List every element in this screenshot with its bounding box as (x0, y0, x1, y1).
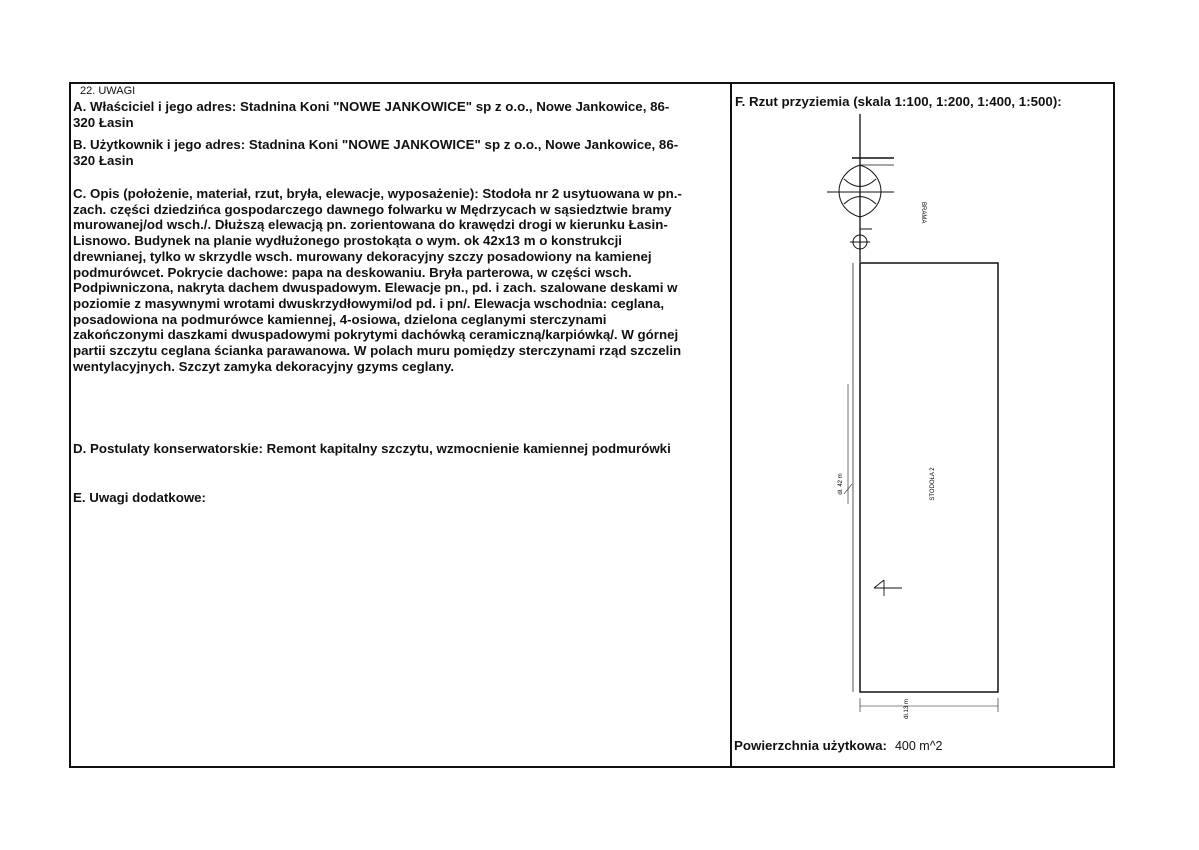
barn-outline (860, 263, 998, 692)
remarks-column (71, 84, 730, 766)
building-description: C. Opis (położenie, materiał, rzut, bryła, elewacje, wyposażenie): Stodoła nr 2 usytuowana w pn.- zach. części dziedzińca gospodarczego dawnego folwarku w Mędrzycach w sąsiedztwie bramy murowanej/od wsch./. Dłuższą elewacją pn. zorientowana do krawędzi drogi w kierunku Łasin- Lisnowo. Budynek na planie wydłużonego prostokąta o wym. ok 42x13 m o konstrukcji drewnianej, tylko w skrzydle wsch. murowany dekoracyjny szczy posadowiony na kamienej podmurówcet. Pokrycie dachowe: papa na deskowaniu. Bryła parterowa, w części wsch. Podpiwniczona, nakryta dachem dwuspadowym. Elewacje pn., pd. i zach. szalowane deskami w poziomie z masywnymi wrotami dwuskrzydłowymi/od pd. i pn/. Elewacja wschodnia: ceglana, posadowiona na podmurówce kamiennej, 4-osiowa, dzielona ceglanymi sterczynami zakończonymi daszkami dwuspadowymi pokrytymi dachówką ceramiczną/karpiówką/. W górnej partii szczytu ceglana ścianka parawanowa. W polach muru pomiędzy sterczynami rząd szczelin wentylacyjnych. Szczyt zamyka dekoracyjny gzyms ceglany. (73, 186, 682, 374)
length-dimension-label: dł. 42 m (838, 473, 844, 495)
usable-area-label: Powierzchnia użytkowa: (734, 738, 887, 753)
conservation-postulates: D. Postulaty konserwatorskie: Remont kapitalny szczytu, wzmocnienie kamiennej podmurówki (73, 441, 671, 456)
north-arrow-mark (874, 580, 902, 596)
usable-area-row (734, 738, 943, 764)
remarks-section-label: 22. UWAGI (80, 85, 136, 97)
owner-address: A. Właściciel i jego adres: Stadnina Koni "NOWE JANKOWICE" sp z o.o., Nowe Jankowice, 86- 320 Łasin (73, 99, 670, 130)
user-address: B. Użytkownik i jego adres: Stadnina Koni "NOWE JANKOWICE" sp z o.o., Nowe Jankowice, 86- 320 Łasin (73, 137, 679, 168)
ground-plan-drawing (732, 84, 1115, 766)
ground-plan-column (732, 84, 1113, 766)
usable-area-value: 400 m^2 (894, 739, 943, 753)
additional-remarks: E. Uwagi dodatkowe: (73, 490, 206, 505)
ground-plan-title: F. Rzut przyziemia (skala 1:100, 1:200, 1:400, 1:500): (735, 94, 1062, 109)
barn-label: STODOŁA 2 (930, 467, 936, 501)
record-card-sheet (69, 82, 1115, 768)
width-dimension-label: dł.13 m (904, 699, 910, 719)
gate-label: BRAMA (920, 202, 926, 224)
